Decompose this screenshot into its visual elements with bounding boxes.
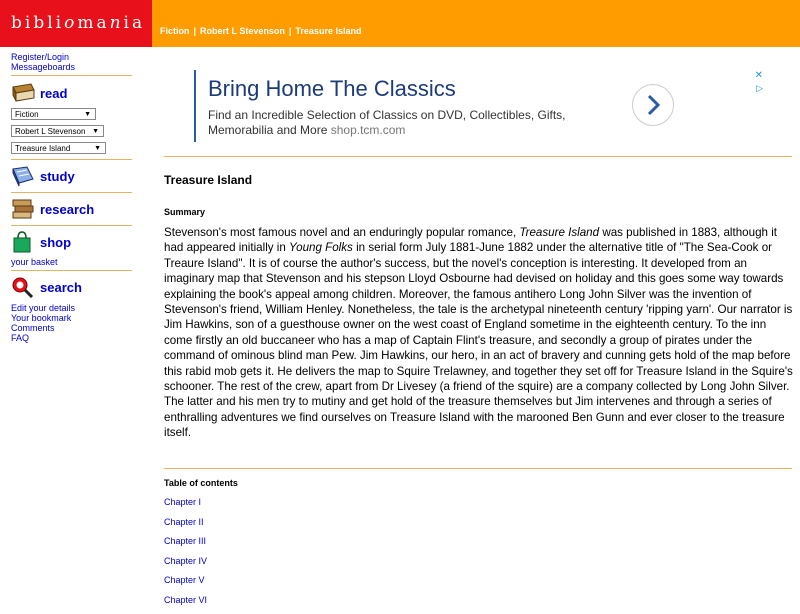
chevron-down-icon: ▼ bbox=[94, 143, 101, 155]
magnifier-icon bbox=[11, 276, 35, 298]
ad-banner[interactable] bbox=[194, 70, 765, 142]
book-icon bbox=[11, 82, 35, 104]
breadcrumb-book[interactable]: Treasure Island bbox=[295, 26, 361, 36]
books-stack-icon bbox=[11, 198, 35, 220]
sidebar-divider bbox=[11, 270, 132, 271]
research-link[interactable]: research bbox=[40, 202, 94, 217]
chapter-link[interactable]: Chapter II bbox=[164, 517, 207, 537]
header-bar bbox=[152, 0, 800, 47]
site-logo[interactable] bbox=[0, 0, 152, 47]
close-icon[interactable]: ✕ bbox=[755, 70, 763, 81]
breadcrumb-author[interactable]: Robert L Stevenson bbox=[200, 26, 285, 36]
chapter-link[interactable]: Chapter III bbox=[164, 536, 207, 556]
comments-link[interactable]: Comments bbox=[11, 323, 55, 333]
research-section[interactable] bbox=[11, 198, 94, 220]
author-select[interactable]: Robert L Stevenson ▼ bbox=[11, 125, 104, 137]
title-select[interactable]: Treasure Island ▼ bbox=[11, 142, 106, 154]
chapter-link[interactable]: Chapter IV bbox=[164, 556, 207, 576]
shop-link[interactable]: shop bbox=[40, 235, 71, 250]
logo-text: bibliomania bbox=[11, 13, 145, 33]
summary-label: Summary bbox=[164, 207, 205, 217]
sidebar-divider bbox=[11, 225, 132, 226]
toc-label: Table of contents bbox=[164, 478, 238, 488]
chevron-down-icon: ▼ bbox=[84, 109, 91, 121]
sidebar-divider bbox=[11, 75, 132, 76]
summary-text: Stevenson's most famous novel and an enduringly popular romance, Treasure Island was published in 1883, although it had appeared initially in Young Folks in serial form July 1881-June 1882 under the alternative title of "The Sea-Cook or Treaure Island". It is of course the author's success, but the novel's conception is interesting. It developed from an imaginary map that Stevenson and his stepson Lloyd Osbourne had devised on holiday and this goes some way towards explaining the book's appeal among children. Moreover, the famous antihero Long John Silver was the invention of Stevenson's friend, William Henley. Nonetheless, the tale is the archetypal nineteenth century 'ripping yarn'. Our narrator is Jim Hawkins, son of a guesthouse owner on the west coast of England sometime in the eighteenth century. To the inn come firstly an old buccaneer who has a map of Captain Flint's treasure, and secondly a group of pirates under the command of ominous blind man Pew. Jim Hawkins, our hero, in an act of bravery and cunning gets hold of the map before this rabid mob gets it. He delivers the map to Squire Trelawney, and together they set off for Treasure Island in the Squire's schooner. The rest of the crew, apart from Dr Livesey (a friend of the squire) are a company collected by Long John Silver. The latter and his men try to mutiny and get hold of the treasure themselves but Jim intervenes and through a series of enthralling adventures we find ourselves on Treasure Island with the marooned Ben Gunn and ever closer to the treasure itself. bbox=[164, 225, 794, 441]
main-divider bbox=[164, 468, 792, 469]
shop-section[interactable] bbox=[11, 231, 71, 253]
adchoices-icon[interactable]: ▷ bbox=[756, 83, 763, 94]
edit-details-link[interactable]: Edit your details bbox=[11, 303, 75, 313]
ad-domain: shop.tcm.com bbox=[331, 123, 406, 137]
breadcrumb-fiction[interactable]: Fiction bbox=[160, 26, 190, 36]
sidebar-divider bbox=[11, 159, 132, 160]
your-basket-link[interactable]: your basket bbox=[11, 257, 58, 267]
shopping-bag-icon bbox=[11, 231, 35, 253]
study-section[interactable] bbox=[11, 165, 75, 187]
search-section[interactable] bbox=[11, 276, 82, 298]
breadcrumb: Fiction | Robert L Stevenson | Treasure Island bbox=[160, 26, 361, 36]
faq-link[interactable]: FAQ bbox=[11, 333, 29, 343]
chapter-link[interactable]: Chapter VI bbox=[164, 595, 207, 614]
page-title: Treasure Island bbox=[164, 173, 252, 187]
table-of-contents bbox=[164, 497, 207, 614]
chapter-link[interactable]: Chapter I bbox=[164, 497, 207, 517]
chapter-link[interactable]: Chapter V bbox=[164, 575, 207, 595]
notebook-icon bbox=[11, 165, 35, 187]
read-section[interactable] bbox=[11, 82, 67, 104]
ad-body: Find an Incredible Selection of Classics on DVD, Collectibles, Gifts, Memorabilia and More shop.tcm.com bbox=[208, 108, 608, 138]
chevron-down-icon: ▼ bbox=[92, 126, 99, 138]
sidebar-divider bbox=[11, 192, 132, 193]
bookmark-link[interactable]: Your bookmark bbox=[11, 313, 71, 323]
ad-headline[interactable]: Bring Home The Classics bbox=[208, 76, 456, 102]
ad-arrow-button[interactable] bbox=[632, 84, 674, 126]
study-link[interactable]: study bbox=[40, 169, 75, 184]
register-login-link[interactable]: Register/Login bbox=[11, 52, 69, 62]
genre-select[interactable]: Fiction ▼ bbox=[11, 108, 96, 120]
search-link[interactable]: search bbox=[40, 280, 82, 295]
messageboards-link[interactable]: Messageboards bbox=[11, 62, 75, 72]
main-divider bbox=[164, 156, 792, 157]
read-link[interactable]: read bbox=[40, 86, 67, 101]
chevron-right-icon bbox=[633, 85, 673, 125]
